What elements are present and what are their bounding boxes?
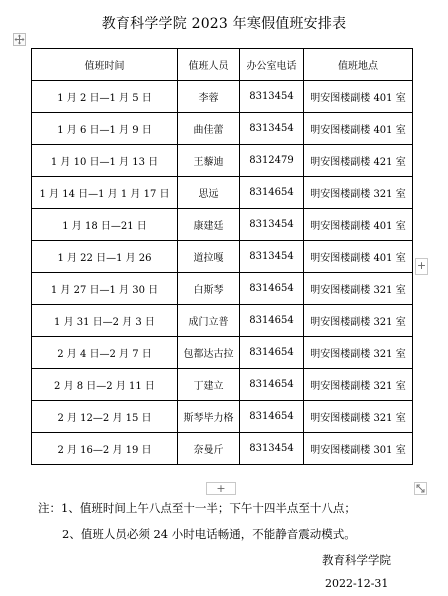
cell-office-phone[interactable]: 8313454 [240, 113, 304, 145]
cell-duty-time[interactable]: 1 月 6 日—1 月 9 日 [32, 113, 178, 145]
table-row [32, 241, 413, 273]
cell-office-phone[interactable]: 8314654 [240, 177, 304, 209]
cell-duty-person[interactable]: 思远 [178, 177, 240, 209]
note-duty-hours: 注：1、值班时间上午八点至十一半；下午十四半点至十八点； [38, 501, 356, 515]
move-arrows-icon [14, 34, 25, 45]
cell-duty-person[interactable]: 康建廷 [178, 209, 240, 241]
cell-duty-location[interactable]: 明安图楼副楼 321 室 [304, 273, 413, 305]
cell-duty-location[interactable]: 明安图楼副楼 401 室 [304, 241, 413, 273]
header-duty-location[interactable]: 值班地点 [304, 49, 413, 81]
table-row [32, 113, 413, 145]
table-move-handle[interactable] [13, 33, 26, 46]
cell-duty-location[interactable]: 明安图楼副楼 421 室 [304, 145, 413, 177]
cell-office-phone[interactable]: 8314654 [240, 337, 304, 369]
signature-date: 2022-12-31 [325, 577, 389, 590]
table-row [32, 401, 413, 433]
table-row [32, 81, 413, 113]
cell-office-phone[interactable]: 8313454 [240, 209, 304, 241]
table-row [32, 337, 413, 369]
table-row [32, 209, 413, 241]
table-resize-handle[interactable] [414, 482, 427, 495]
cell-duty-person[interactable]: 道拉嘎 [178, 241, 240, 273]
diagonal-resize-icon [415, 483, 426, 494]
cell-duty-location[interactable]: 明安图楼副楼 301 室 [304, 433, 413, 465]
table-header-row [32, 49, 413, 81]
cell-duty-person[interactable]: 曲佳蕾 [178, 113, 240, 145]
cell-duty-person[interactable]: 李蓉 [178, 81, 240, 113]
cell-duty-person[interactable]: 丁建立 [178, 369, 240, 401]
cell-duty-time[interactable]: 2 月 4 日—2 月 7 日 [32, 337, 178, 369]
cell-duty-time[interactable]: 1 月 27 日—1 月 30 日 [32, 273, 178, 305]
cell-office-phone[interactable]: 8314654 [240, 305, 304, 337]
header-duty-time[interactable]: 值班时间 [32, 49, 178, 81]
header-duty-person[interactable]: 值班人员 [178, 49, 240, 81]
signature-organization: 教育科学学院 [322, 553, 391, 567]
header-office-phone[interactable]: 办公室电话 [240, 49, 304, 81]
cell-duty-location[interactable]: 明安图楼副楼 401 室 [304, 113, 413, 145]
cell-duty-location[interactable]: 明安图楼副楼 321 室 [304, 305, 413, 337]
cell-duty-time[interactable]: 2 月 8 日—2 月 11 日 [32, 369, 178, 401]
cell-duty-person[interactable]: 包都达古拉 [178, 337, 240, 369]
table-row [32, 433, 413, 465]
cell-duty-location[interactable]: 明安图楼副楼 401 室 [304, 81, 413, 113]
cell-duty-location[interactable]: 明安图楼副楼 321 室 [304, 337, 413, 369]
table-row [32, 369, 413, 401]
cell-office-phone[interactable]: 8313454 [240, 241, 304, 273]
table-row [32, 145, 413, 177]
cell-duty-location[interactable]: 明安图楼副楼 321 室 [304, 369, 413, 401]
add-row-button[interactable]: + [206, 482, 236, 495]
cell-office-phone[interactable]: 8313454 [240, 433, 304, 465]
cell-office-phone[interactable]: 8314654 [240, 369, 304, 401]
cell-duty-time[interactable]: 2 月 12—2 月 15 日 [32, 401, 178, 433]
cell-duty-location[interactable]: 明安图楼副楼 401 室 [304, 209, 413, 241]
cell-duty-location[interactable]: 明安图楼副楼 321 室 [304, 401, 413, 433]
cell-office-phone[interactable]: 8314654 [240, 273, 304, 305]
cell-office-phone[interactable]: 8312479 [240, 145, 304, 177]
cell-duty-time[interactable]: 2 月 16—2 月 19 日 [32, 433, 178, 465]
cell-office-phone[interactable]: 8313454 [240, 81, 304, 113]
cell-duty-time[interactable]: 1 月 31 日—2 月 3 日 [32, 305, 178, 337]
cell-duty-person[interactable]: 白斯琴 [178, 273, 240, 305]
cell-duty-person[interactable]: 成门立普 [178, 305, 240, 337]
table-row [32, 273, 413, 305]
cell-duty-time[interactable]: 1 月 2 日—1 月 5 日 [32, 81, 178, 113]
cell-duty-person[interactable]: 奈曼斤 [178, 433, 240, 465]
table-row [32, 305, 413, 337]
note-phone-requirement: 2、值班人员必须 24 小时电话畅通，不能静音震动模式。 [62, 527, 356, 541]
cell-duty-time[interactable]: 1 月 22 日—1 月 26 [32, 241, 178, 273]
duty-schedule-table [31, 48, 413, 465]
cell-duty-time[interactable]: 1 月 18 日—21 日 [32, 209, 178, 241]
document-title: 教育科学学院 2023 年寒假值班安排表 [101, 16, 347, 32]
cell-office-phone[interactable]: 8314654 [240, 401, 304, 433]
cell-duty-time[interactable]: 1 月 10 日—1 月 13 日 [32, 145, 178, 177]
cell-duty-person[interactable]: 斯琴毕力格 [178, 401, 240, 433]
add-column-button[interactable]: + [415, 258, 428, 275]
cell-duty-person[interactable]: 王藜迪 [178, 145, 240, 177]
cell-duty-location[interactable]: 明安图楼副楼 321 室 [304, 177, 413, 209]
cell-duty-time[interactable]: 1 月 14 日—1 月 1 月 17 日 [32, 177, 178, 209]
table-row [32, 177, 413, 209]
